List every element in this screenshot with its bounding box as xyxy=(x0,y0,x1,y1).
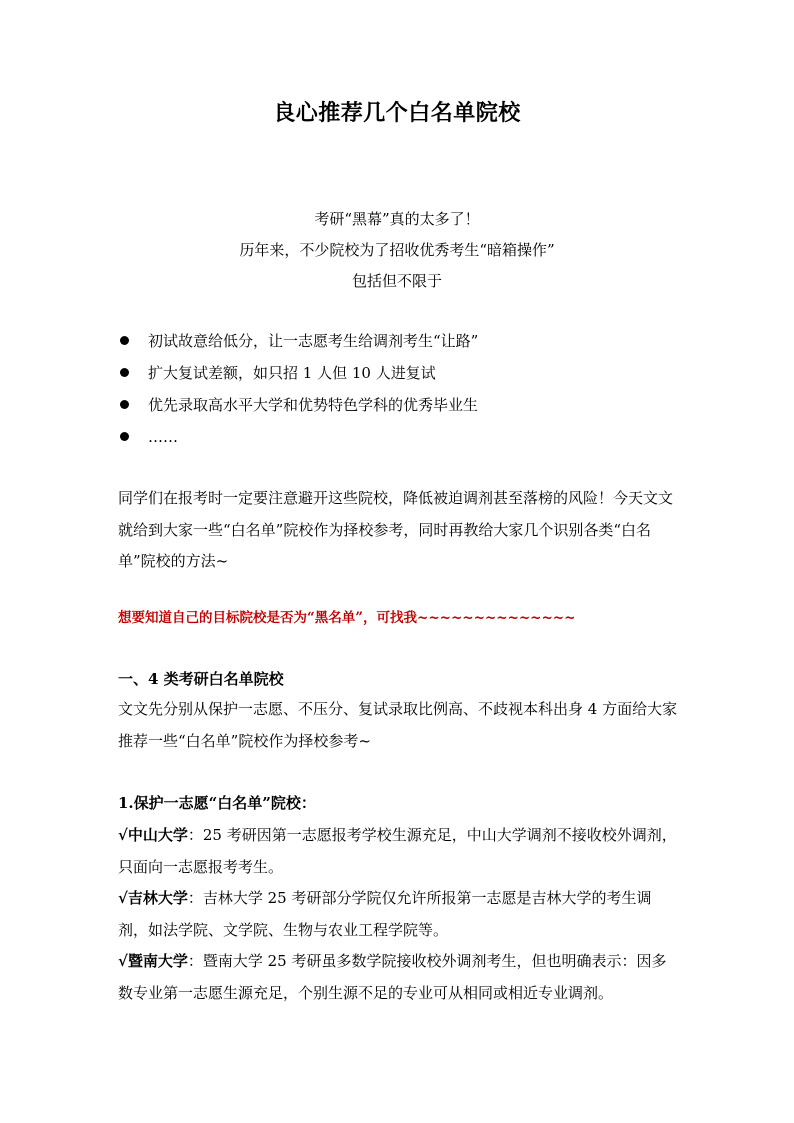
school-entry xyxy=(118,946,678,1009)
bullet-icon xyxy=(120,368,129,377)
bullet-icon xyxy=(120,336,129,345)
list-item xyxy=(118,325,478,357)
school-name: √中山大学 xyxy=(118,826,188,844)
list-item xyxy=(118,389,478,421)
intro-line: 包括但不限于 xyxy=(351,272,442,290)
school-description: ：吉林大学 25 考研部分学院仅允许所报第一志愿是吉林大学的考生调剂，如法学院、文学院、生物与农业工程学院等。 xyxy=(118,889,652,939)
section-heading: 一、4 类考研白名单院校 xyxy=(118,670,284,688)
body-paragraph: 同学们在报考时一定要注意避开这些院校，降低被迫调剂甚至落榜的风险！今天文文就给到大家一些“白名单”院校作为择校参考，同时再教给大家几个识别各类“白名单”院校的方法~ xyxy=(118,489,674,570)
page-title: 良心推荐几个白名单院校 xyxy=(273,100,521,126)
list-item xyxy=(118,357,478,389)
bullet-icon xyxy=(120,400,129,409)
list-item-text: 优先录取高水平大学和优势特色学科的优秀毕业生 xyxy=(148,396,479,414)
list-item-text: …… xyxy=(148,428,178,446)
school-description: ：25 考研因第一志愿报考学校生源充足，中山大学调剂不接收校外调剂，只面向一志愿报考考生。 xyxy=(118,826,677,876)
school-description: ：暨南大学 25 考研虽多数学院接收校外调剂考生，但也明确表示：因多数专业第一志愿生源充足，个别生源不足的专业可从相同或相近专业调剂。 xyxy=(118,952,667,1002)
section-paragraph: 文文先分别从保护一志愿、不压分、复试录取比例高、不歧视本科出身 4 方面给大家推荐一些“白名单”院校作为择校参考~ xyxy=(118,700,678,750)
bullet-icon xyxy=(120,432,129,441)
school-entry xyxy=(118,883,678,946)
bullet-list xyxy=(118,325,478,453)
list-item xyxy=(118,421,478,453)
list-item-text: 初试故意给低分，让一志愿考生给调剂考生“让路” xyxy=(148,332,479,350)
intro-line: 历年来，不少院校为了招收优秀考生“暗箱操作” xyxy=(239,241,555,259)
school-name: √暨南大学 xyxy=(118,952,188,970)
school-name: √吉林大学 xyxy=(118,889,188,907)
school-entries xyxy=(118,820,678,1009)
subsection-heading: 1.保护一志愿“白名单”院校： xyxy=(118,794,316,812)
intro-block xyxy=(0,204,794,297)
school-entry xyxy=(118,820,678,883)
list-item-text: 扩大复试差额，如只招 1 人但 10 人进复试 xyxy=(148,364,436,382)
red-notice: 想要知道自己的目标院校是否为“黑名单”，可找我~~~~~~~~~~~~~~ xyxy=(118,610,576,626)
intro-line: 考研“黑幕”真的太多了！ xyxy=(314,210,480,228)
